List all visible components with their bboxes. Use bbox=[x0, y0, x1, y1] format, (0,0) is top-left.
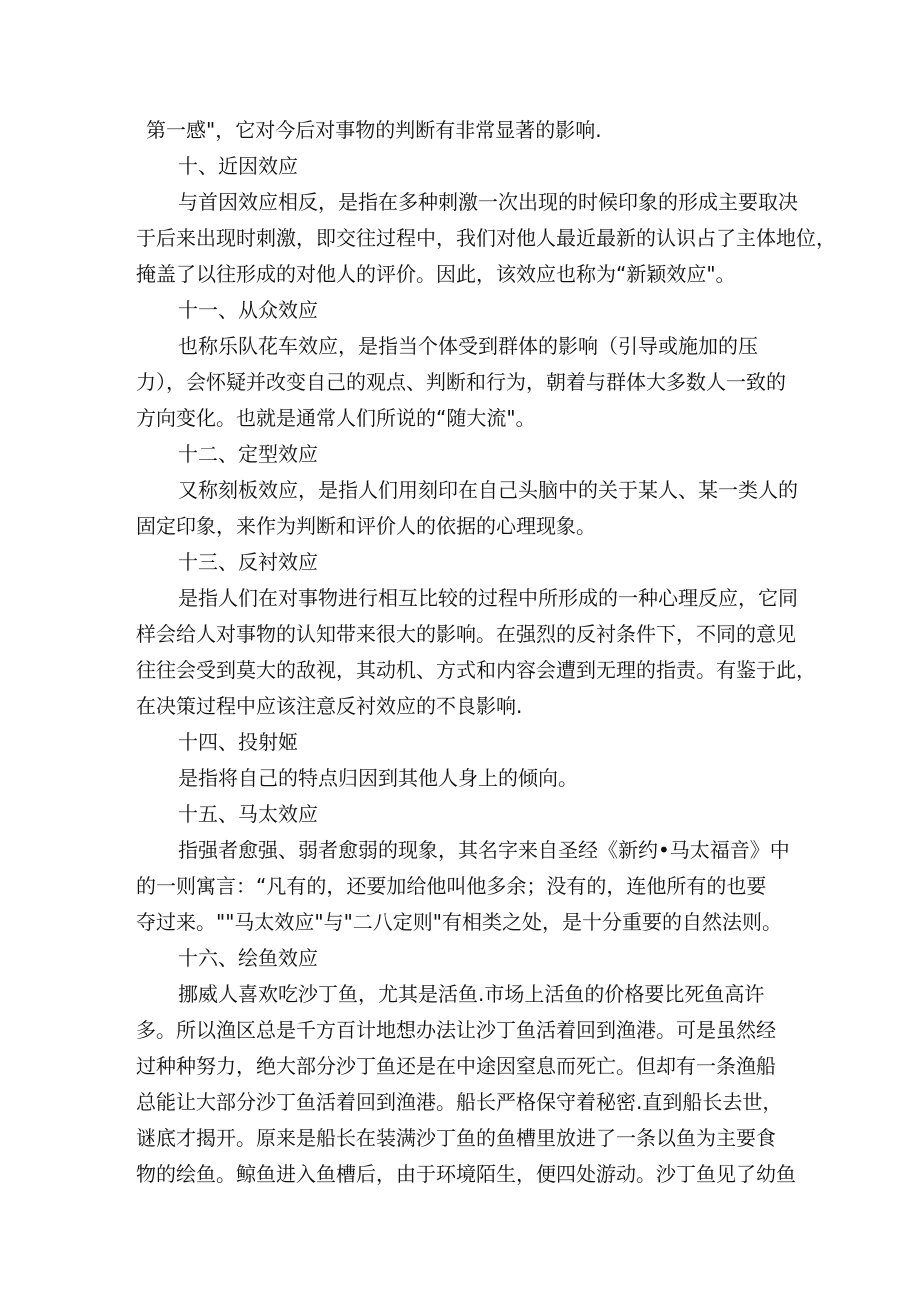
paragraph-line: 力），会怀疑并改变自己的观点、判断和行为，朝着与群体大多数人一致的 bbox=[136, 370, 786, 394]
paragraph-line: 多。所以渔区总是千方百计地想办法让沙丁鱼活着回到渔港。可是虽然经 bbox=[136, 1018, 776, 1042]
section-heading: 十一、从众效应 bbox=[178, 298, 318, 322]
paragraph-line: 于后来出现时刺激，即交往过程中，我们对他人最近最新的认识占了主体地位， bbox=[136, 226, 836, 250]
paragraph-line: 夺过来。""马太效应"与"二八定则"有相类之处，是十分重要的自然法则。 bbox=[136, 910, 782, 934]
paragraph-line: 在决策过程中应该注意反衬效应的不良影响. bbox=[136, 694, 523, 718]
paragraph-line: 样会给人对事物的认知带来很大的影响。在强烈的反衬条件下，不同的意见 bbox=[136, 622, 796, 646]
paragraph-line: 固定印象，来作为判断和评价人的依据的心理现象。 bbox=[136, 514, 596, 538]
paragraph-line: 第一感"，它对今后对事物的判断有非常显著的影响. bbox=[146, 118, 602, 142]
paragraph-line: 与首因效应相反，是指在多种刺激一次出现的时候印象的形成主要取决 bbox=[178, 190, 798, 214]
paragraph-line: 也称乐队花车效应，是指当个体受到群体的影响（引导或施加的压 bbox=[178, 334, 758, 358]
paragraph-line: 物的绘鱼。鲸鱼进入鱼槽后，由于环境陌生，便四处游动。沙丁鱼见了幼鱼 bbox=[136, 1162, 796, 1186]
paragraph-line: 过种种努力，绝大部分沙丁鱼还是在中途因窒息而死亡。但却有一条渔船 bbox=[136, 1054, 776, 1078]
section-heading: 十四、投射姬 bbox=[178, 730, 298, 754]
paragraph-line: 总能让大部分沙丁鱼活着回到渔港。船长严格保守着秘密.直到船长去世， bbox=[136, 1090, 783, 1114]
section-heading: 十六、绘鱼效应 bbox=[178, 946, 318, 970]
paragraph-line: 方向变化。也就是通常人们所说的“随大流"。 bbox=[136, 406, 536, 430]
paragraph-line: 又称刻板效应，是指人们用刻印在自己头脑中的关于某人、某一类人的 bbox=[178, 478, 798, 502]
section-heading: 十、近因效应 bbox=[178, 154, 298, 178]
paragraph-line: 是指人们在对事物进行相互比较的过程中所形成的一种心理反应，它同 bbox=[178, 586, 798, 610]
paragraph-line: 掩盖了以往形成的对他人的评价。因此，该效应也称为“新颖效应"。 bbox=[136, 262, 736, 286]
section-heading: 十三、反衬效应 bbox=[178, 550, 318, 574]
paragraph-line: 的一则寓言：“凡有的，还要加给他叫他多余；没有的，连他所有的也要 bbox=[136, 874, 767, 898]
paragraph-line: 往往会受到莫大的敌视，其动机、方式和内容会遭到无理的指责。有鉴于此， bbox=[136, 658, 816, 682]
paragraph-line: 指强者愈强、弱者愈弱的现象，其名字来自圣经《新约•马太福音》中 bbox=[178, 838, 790, 862]
section-heading: 十二、定型效应 bbox=[178, 442, 318, 466]
paragraph-line: 谜底才揭开。原来是船长在装满沙丁鱼的鱼槽里放进了一条以鱼为主要食 bbox=[136, 1126, 776, 1150]
paragraph-line: 是指将自己的特点归因到其他人身上的倾向。 bbox=[178, 766, 578, 790]
section-heading: 十五、马太效应 bbox=[178, 802, 318, 826]
paragraph-line: 挪威人喜欢吃沙丁鱼，尤其是活鱼.市场上活鱼的价格要比死鱼高许 bbox=[178, 982, 765, 1006]
